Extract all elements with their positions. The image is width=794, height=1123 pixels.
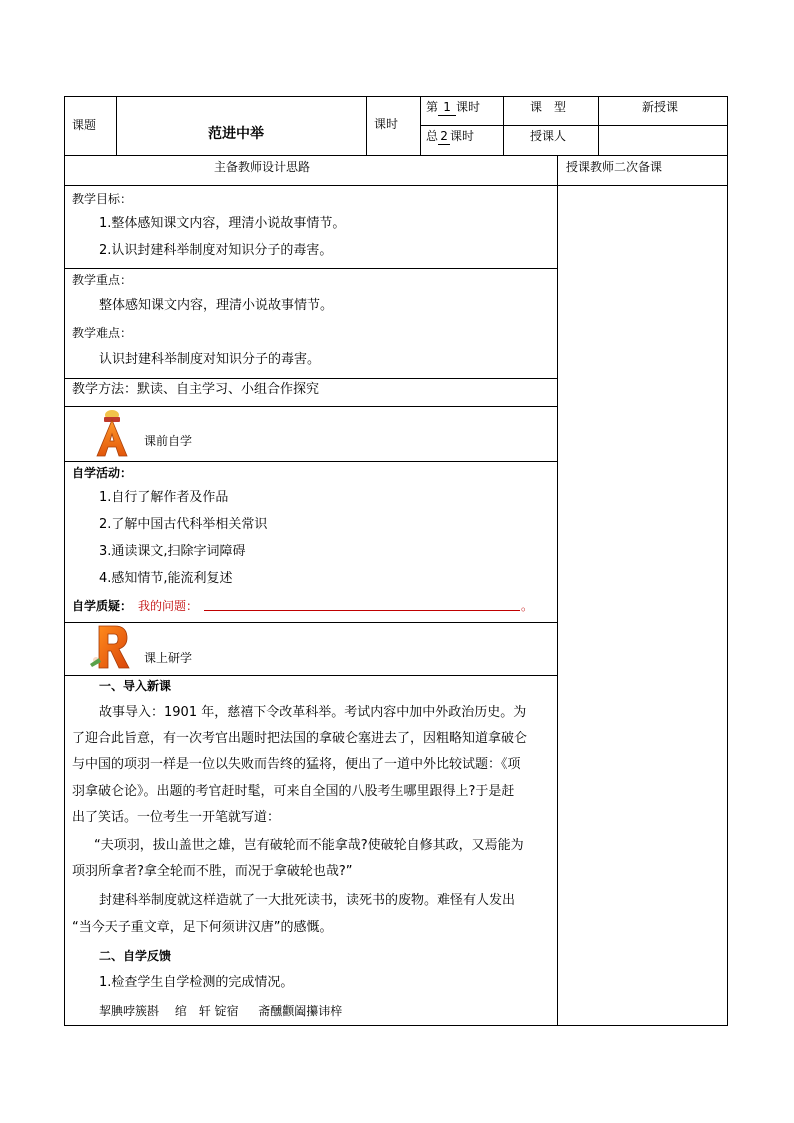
self-study-item: 3.通读课文,扫除字词障碍 — [99, 544, 246, 559]
section-class-title: 课上研学 — [144, 651, 193, 665]
lesson-type-value: 新授课 — [642, 100, 679, 114]
feedback-characters: 挈腆哱簇斟 绾 轩 锭宿 斋醺颧阖攥讳梓 — [99, 1004, 343, 1018]
row-divider — [64, 378, 558, 379]
table-border-bottom — [64, 1025, 728, 1026]
lesson-title: 范进中举 — [208, 126, 264, 142]
table-border-left — [64, 96, 65, 1026]
intro-heading: 一、导入新课 — [99, 679, 172, 693]
period-prefix: 第 — [426, 100, 439, 114]
topic-label: 课题 — [72, 118, 97, 132]
total-number: 2 — [438, 128, 450, 145]
key-points-text: 整体感知课文内容，理清小说故事情节。 — [99, 298, 334, 313]
total-suffix: 课时 — [450, 129, 475, 143]
intro-line: 出了笑话。一位考生一开笔就写道： — [72, 810, 281, 825]
table-border-top — [64, 96, 728, 97]
row-divider — [64, 185, 728, 186]
intro-line: 与中国的项羽一样是一位以失败而告终的猛将，便出了一道中外比较试题：《项 — [72, 757, 521, 772]
intro-line: “夫项羽，拔山盖世之雄，岂有破轮而不能拿哉?使破轮自修其政，又焉能为 — [94, 838, 524, 853]
period-label: 课时 — [374, 117, 399, 131]
objectives-heading: 教学目标： — [72, 192, 133, 206]
table-border-right — [727, 96, 728, 1026]
row-divider — [64, 461, 558, 462]
intro-line: 项羽所拿者?拿全轮而不胜，而况于拿破轮也哉?” — [72, 864, 353, 879]
difficulties-text: 认识封建科举制度对知识分子的毒害。 — [99, 352, 321, 367]
header-bottom-line — [64, 155, 728, 156]
period-suffix: 课时 — [456, 100, 481, 114]
intro-line: 了迎合此旨意，有一次考官出题时把法国的拿破仑塞进去了，因粗略知道拿破仑 — [72, 731, 528, 746]
total-prefix: 总 — [426, 129, 439, 143]
feedback-item: 1.检查学生自学检测的完成情况。 — [99, 975, 294, 990]
self-study-item: 1.自行了解作者及作品 — [99, 490, 229, 505]
row-divider — [64, 675, 558, 676]
header-divider — [116, 96, 117, 155]
letter-a-icon — [93, 408, 131, 458]
lesson-type-label: 课 型 — [530, 100, 567, 114]
difficulties-heading: 教学难点： — [72, 326, 133, 340]
question-label: 自学质疑： — [72, 599, 133, 613]
feedback-heading: 二、自学反馈 — [99, 949, 172, 963]
intro-line: 故事导入：1901 年，慈禧下令改革科举。考试内容中加中外政治历史。为 — [99, 705, 527, 720]
objective-item: 1.整体感知课文内容，理清小说故事情节。 — [99, 216, 346, 231]
question-end: 。 — [521, 599, 534, 613]
header-divider — [420, 125, 728, 126]
intro-line: “当今天子重文章，足下何须讲汉唐”的感慨。 — [72, 920, 333, 935]
period-count — [426, 99, 480, 116]
teaching-methods: 教学方法：默读、自主学习、小组合作探究 — [72, 382, 320, 397]
objective-item: 2.认识封建科举制度对知识分子的毒害。 — [99, 243, 333, 258]
second-prep-header: 授课教师二次备课 — [566, 160, 663, 174]
self-study-item: 2.了解中国古代科举相关常识 — [99, 517, 268, 532]
row-divider — [64, 268, 558, 269]
question-prompt: 我的问题： — [138, 599, 199, 613]
header-divider — [366, 96, 367, 155]
question-answer-line[interactable] — [204, 610, 520, 611]
intro-line: 封建科举制度就这样造就了一大批死读书，读死书的废物。难怪有人发出 — [99, 893, 516, 908]
self-study-item: 4.感知情节,能流利复述 — [99, 571, 233, 586]
main-design-header: 主备教师设计思路 — [214, 160, 311, 174]
row-divider — [64, 622, 558, 623]
row-divider — [64, 406, 558, 407]
key-points-heading: 教学重点： — [72, 273, 133, 287]
total-period-count — [426, 128, 474, 145]
teacher-label: 授课人 — [530, 129, 567, 143]
section-pre-title: 课前自学 — [144, 434, 193, 448]
column-divider — [557, 155, 558, 1025]
period-number: 1 — [438, 99, 456, 116]
letter-r-icon — [87, 624, 133, 672]
self-study-heading: 自学活动： — [72, 466, 133, 480]
intro-line: 羽拿破仑论》。出题的考官赶时髦，可来自全国的八股考生哪里跟得上?于是赶 — [72, 784, 515, 799]
